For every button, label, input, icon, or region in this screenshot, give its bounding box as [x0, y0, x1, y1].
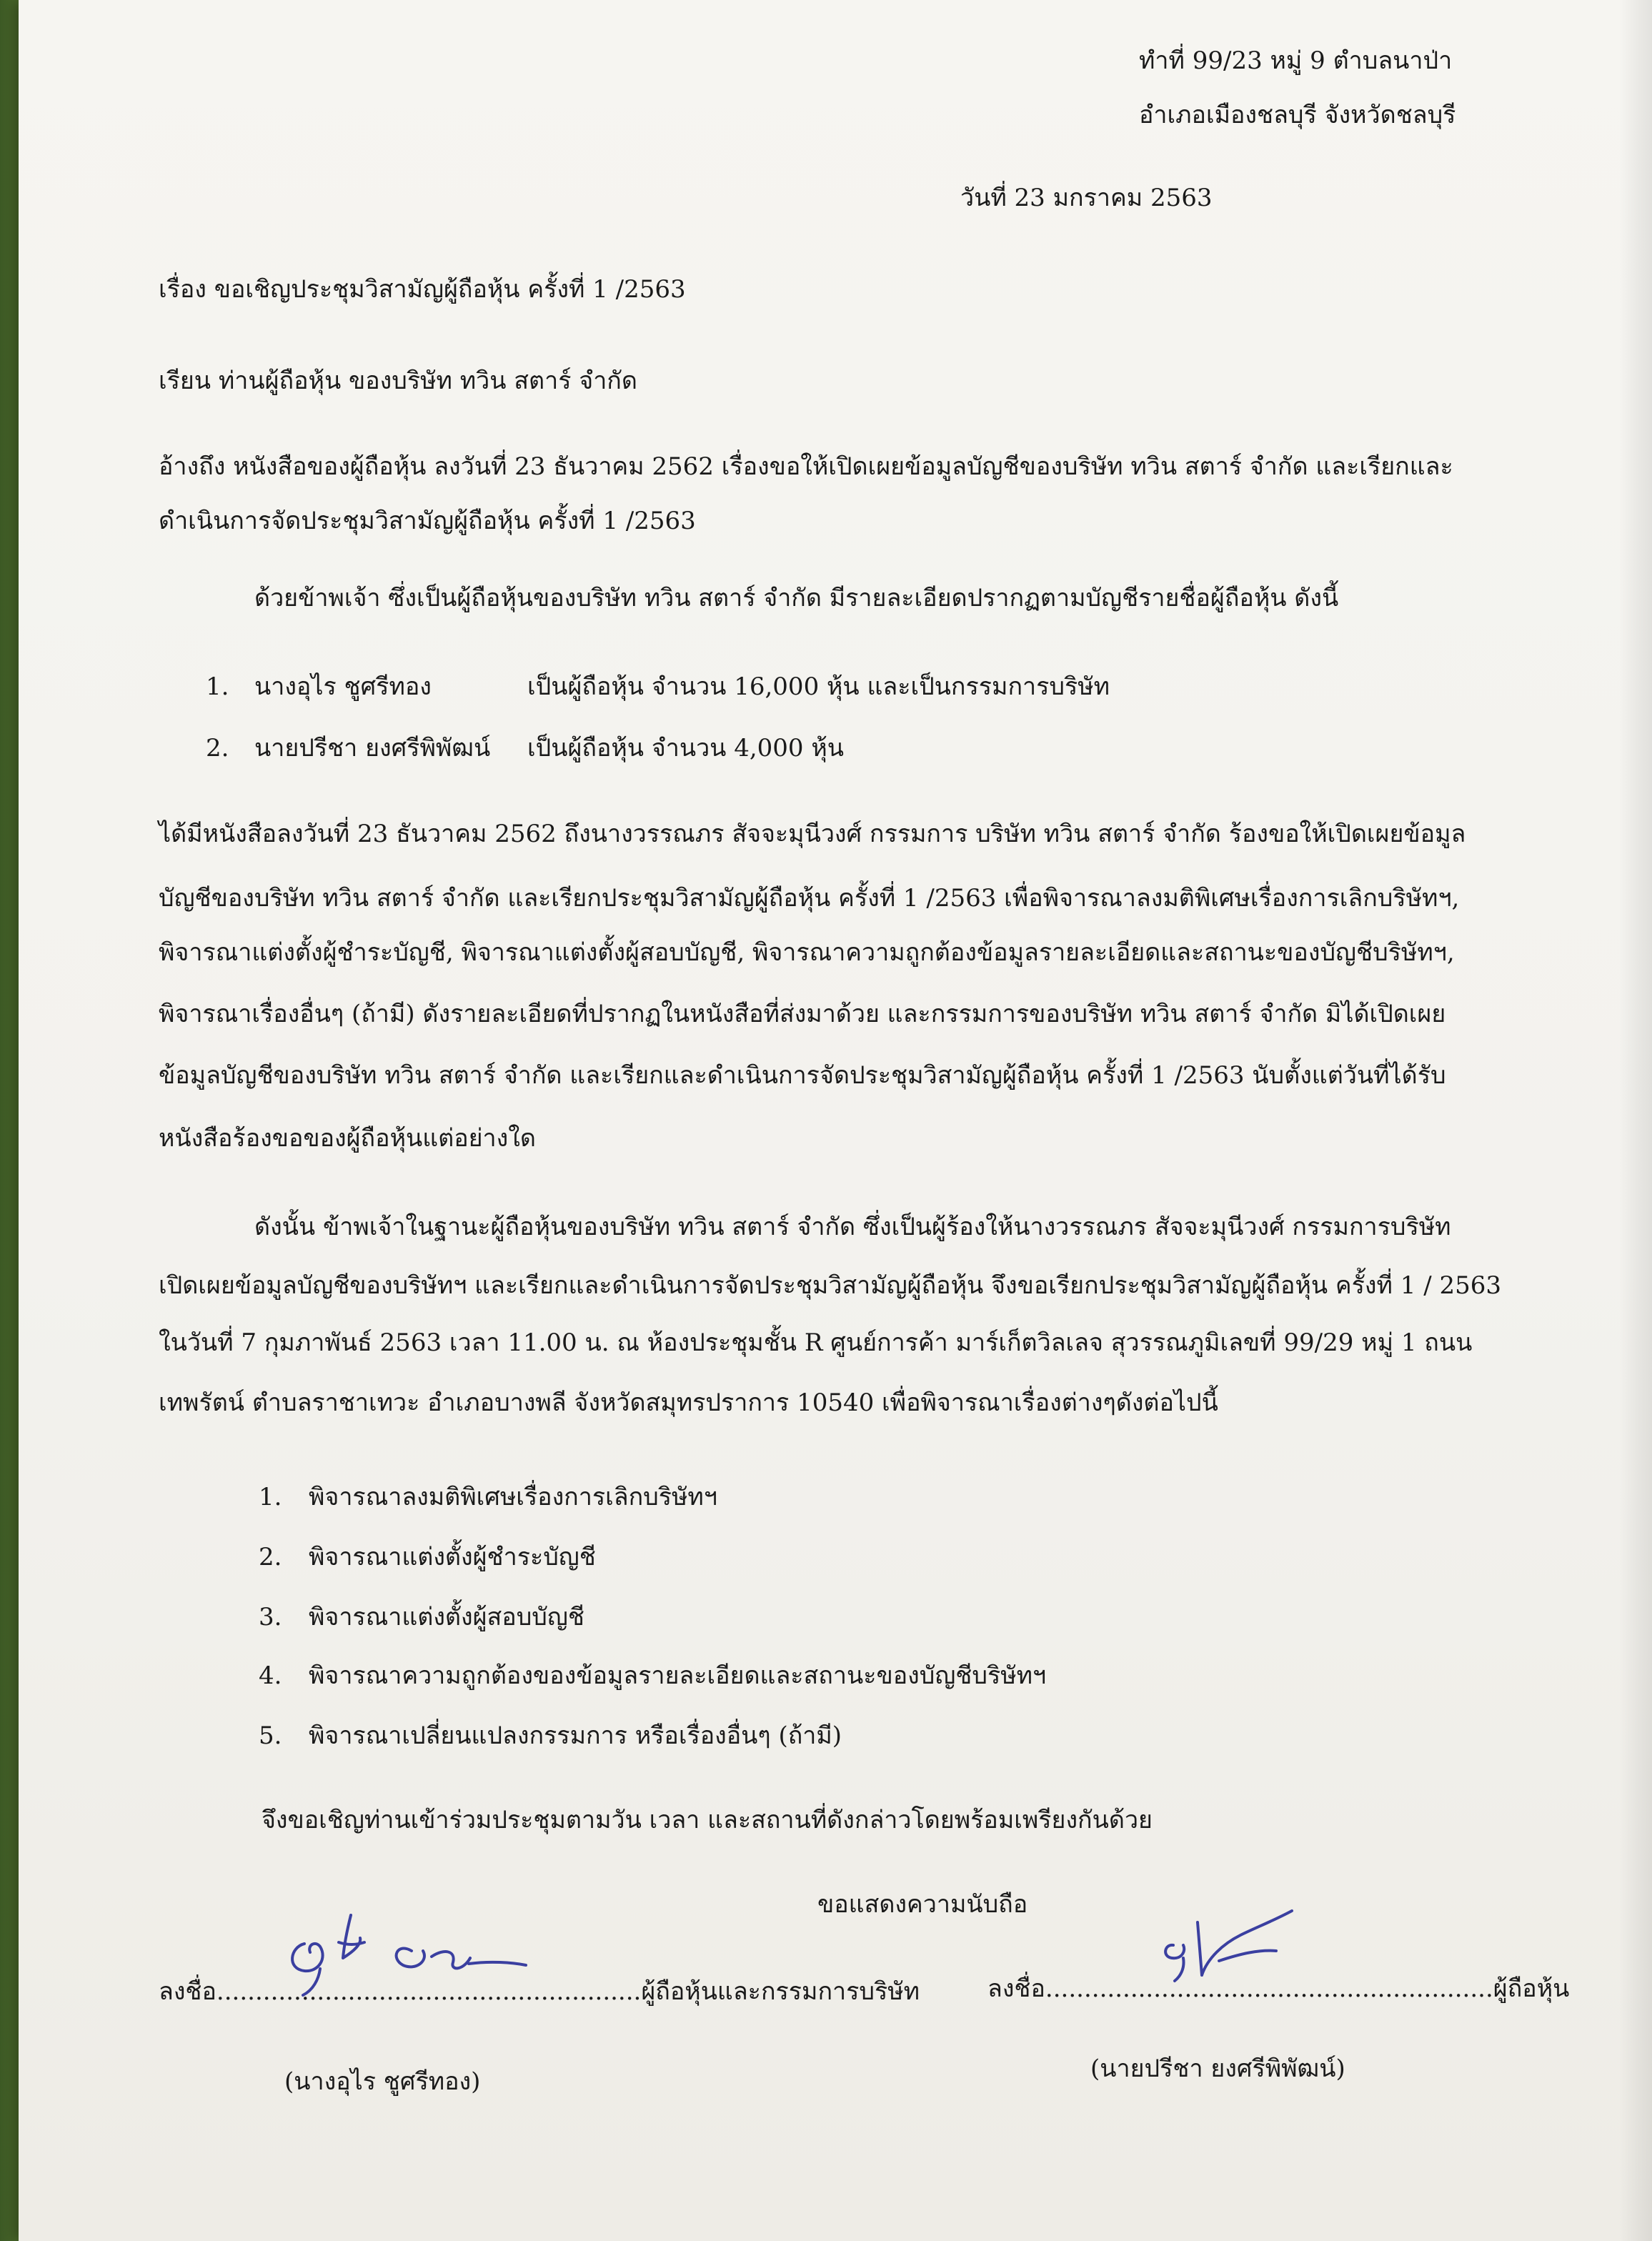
agenda-item: พิจารณาแต่งตั้งผู้สอบบัญชี — [309, 1603, 584, 1631]
agenda-item: พิจารณาความถูกต้องของข้อมูลรายละเอียดและสถานะของบัญชีบริษัทฯ — [309, 1661, 1047, 1690]
reference-line-1: อ้างถึง หนังสือของผู้ถือหุ้น ลงวันที่ 23 ธันวาคม 2562 เรื่องขอให้เปิดเผยข้อมูลบัญชีของบริษัท ทวิน สตาร์ จำกัด และเรียกและ — [159, 452, 1453, 481]
agenda-item: พิจารณาลงมติพิเศษเรื่องการเลิกบริษัทฯ — [309, 1483, 717, 1511]
agenda-item: พิจารณาแต่งตั้งผู้ชำระบัญชี — [309, 1543, 596, 1571]
letter-paper — [19, 0, 1652, 2241]
signatory-name-left: (นางอุไร ชูศรีทอง) — [284, 2067, 481, 2096]
body2-line: ในวันที่ 7 กุมภาพันธ์ 2563 เวลา 11.00 น. ณ ห้องประชุมชั้น R ศูนย์การค้า มาร์เก็ตวิลเลจ สุวรรณภูมิเลขที่ 99/29 หมู่ 1 ถนน — [159, 1328, 1473, 1357]
shareholder-number: 1. — [206, 672, 229, 701]
signature-line-left: ลงชื่อ.......................................................ผู้ถือหุ้นและกรรมการบริษัท — [159, 1977, 920, 2006]
body2-line: เปิดเผยข้อมูลบัญชีของบริษัทฯ และเรียกและดำเนินการจัดประชุมวิสามัญผู้ถือหุ้น จึงขอเรียกประชุมวิสามัญผู้ถือหุ้น ครั้งที่ 1 / 2563 — [159, 1271, 1501, 1300]
invitation-sentence: จึงขอเชิญท่านเข้าร่วมประชุมตามวัน เวลา และสถานที่ดังกล่าวโดยพร้อมเพรียงกันด้วย — [262, 1806, 1153, 1834]
agenda-number: 2. — [259, 1543, 282, 1571]
shareholder-name: นายปรีชา ยงศรีพิพัฒน์ — [254, 734, 491, 762]
signature-line-right: ลงชื่อ..........................................................ผู้ถือหุ้น — [987, 1974, 1570, 2003]
agenda-number: 4. — [259, 1661, 282, 1690]
signatory-name-right: (นายปรีชา ยงศรีพิพัฒน์) — [1090, 2054, 1345, 2083]
body1-line: พิจารณาเรื่องอื่นๆ (ถ้ามี) ดังรายละเอียดที่ปรากฏในหนังสือที่ส่งมาด้วย และกรรมการของบริษัท ทวิน สตาร์ จำกัด มิได้เปิดเผย — [159, 1000, 1446, 1028]
body1-line: ได้มีหนังสือลงวันที่ 23 ธันวาคม 2562 ถึงนางวรรณภร สัจจะมุนีวงศ์ กรรมการ บริษัท ทวิน สตาร์ จำกัด ร้องขอให้เปิดเผยข้อมูล — [159, 820, 1466, 848]
shareholder-detail: เป็นผู้ถือหุ้น จำนวน 4,000 หุ้น — [527, 734, 845, 762]
agenda-item: พิจารณาเปลี่ยนแปลงกรรมการ หรือเรื่องอื่นๆ (ถ้ามี) — [309, 1721, 842, 1750]
intro-paragraph: ด้วยข้าพเจ้า ซึ่งเป็นผู้ถือหุ้นของบริษัท ทวิน สตาร์ จำกัด มีรายละเอียดปรากฏตามบัญชีรายชื่อผู้ถือหุ้น ดังนี้ — [254, 584, 1339, 612]
agenda-number: 3. — [259, 1603, 282, 1631]
body1-line: ข้อมูลบัญชีของบริษัท ทวิน สตาร์ จำกัด และเรียกและดำเนินการจัดประชุมวิสามัญผู้ถือหุ้น ครั้งที่ 1 /2563 นับตั้งแต่วันที่ได้รับ — [159, 1061, 1446, 1090]
sender-address-line1: ทำที่ 99/23 หมู่ 9 ตำบลนาป่า — [1139, 46, 1453, 75]
body1-line: บัญชีของบริษัท ทวิน สตาร์ จำกัด และเรียกประชุมวิสามัญผู้ถือหุ้น ครั้งที่ 1 /2563 เพื่อพิจารณาลงมติพิเศษเรื่องการเลิกบริษัทฯ, — [159, 884, 1460, 913]
letter-recipient: เรียน ท่านผู้ถือหุ้น ของบริษัท ทวิน สตาร์ จำกัด — [159, 367, 637, 395]
body2-line: เทพรัตน์ ตำบลราชาเทวะ อำเภอบางพลี จังหวัดสมุทรปราการ 10540 เพื่อพิจารณาเรื่องต่างๆดังต่อไปนี้ — [159, 1388, 1218, 1417]
agenda-number: 1. — [259, 1483, 282, 1511]
letter-subject: เรื่อง ขอเชิญประชุมวิสามัญผู้ถือหุ้น ครั้งที่ 1 /2563 — [159, 275, 686, 304]
sender-address-line2: อำเภอเมืองชลบุรี จังหวัดชลบุรี — [1139, 101, 1456, 129]
agenda-number: 5. — [259, 1721, 282, 1750]
shareholder-number: 2. — [206, 734, 229, 762]
shareholder-detail: เป็นผู้ถือหุ้น จำนวน 16,000 หุ้น และเป็นกรรมการบริษัท — [527, 672, 1110, 701]
letter-date: วันที่ 23 มกราคม 2563 — [960, 184, 1213, 212]
body2-line: ดังนั้น ข้าพเจ้าในฐานะผู้ถือหุ้นของบริษัท ทวิน สตาร์ จำกัด ซึ่งเป็นผู้ร้องให้นางวรรณภร สัจจะมุนีวงศ์ กรรมการบริษัท — [254, 1213, 1451, 1241]
body1-line: หนังสือร้องขอของผู้ถือหุ้นแต่อย่างใด — [159, 1124, 536, 1153]
closing-phrase: ขอแสดงความนับถือ — [817, 1890, 1028, 1919]
shareholder-name: นางอุไร ชูศรีทอง — [254, 672, 432, 701]
body1-line: พิจารณาแต่งตั้งผู้ชำระบัญชี, พิจารณาแต่งตั้งผู้สอบบัญชี, พิจารณาความถูกต้องข้อมูลรายละเอียดและสถานะของบัญชีบริษัทฯ, — [159, 938, 1455, 967]
reference-line-2: ดำเนินการจัดประชุมวิสามัญผู้ถือหุ้น ครั้งที่ 1 /2563 — [159, 507, 696, 535]
